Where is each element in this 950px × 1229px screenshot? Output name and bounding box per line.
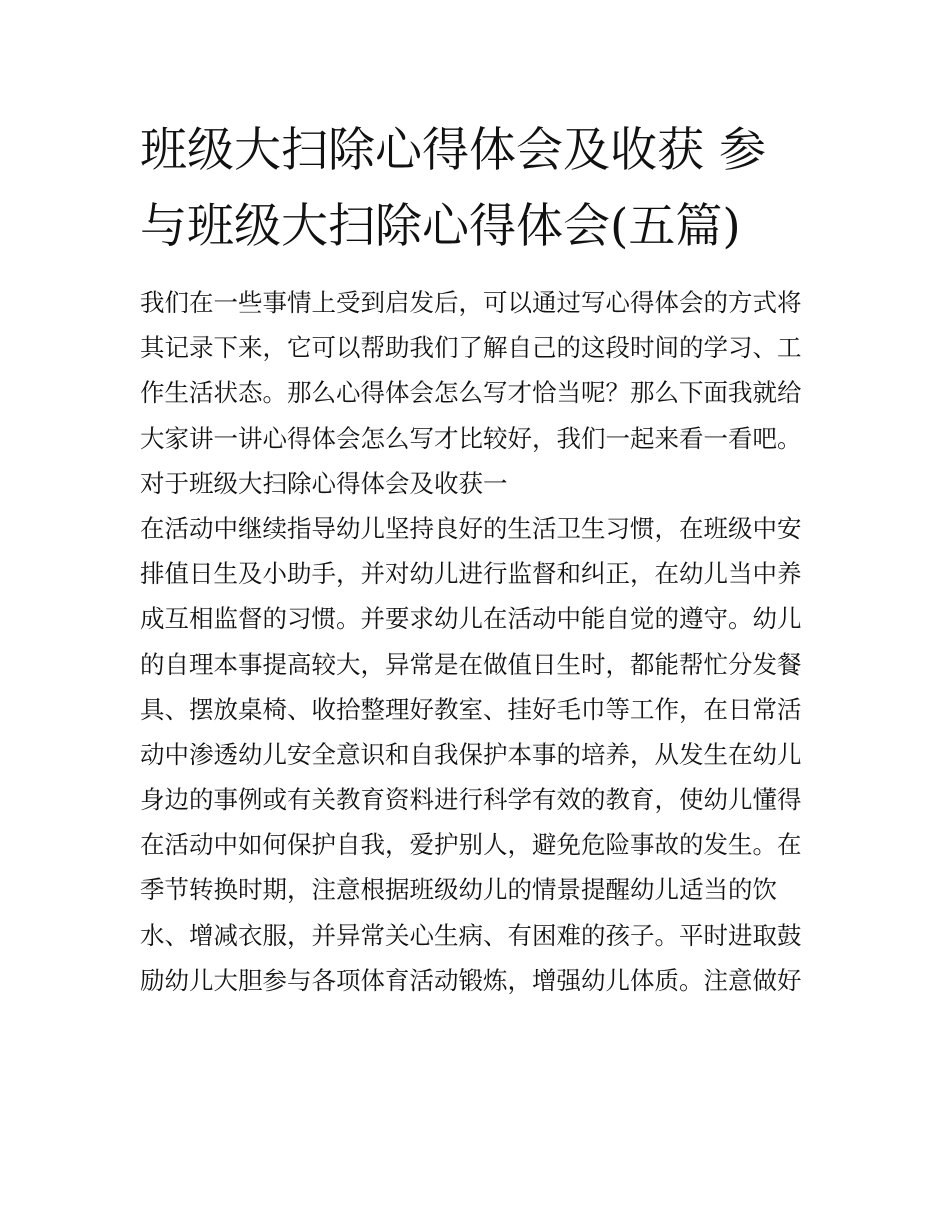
body-line: 水、增减衣服，并异常关心生病、有困难的孩子。平时进取鼓 xyxy=(140,920,802,950)
body-line: 动中渗透幼儿安全意识和自我保护本事的培养，从发生在幼儿 xyxy=(140,739,802,769)
body-line: 在活动中如何保护自我，爱护别人，避免危险事故的发生。在 xyxy=(140,830,802,860)
document-body xyxy=(140,280,820,1003)
body-line: 其记录下来，它可以帮助我们了解自己的这段时间的学习、工 xyxy=(140,333,802,363)
body-line: 励幼儿大胆参与各项体育活动锻炼，增强幼儿体质。注意做好 xyxy=(140,965,802,995)
body-line: 身边的事例或有关教育资料进行科学有效的教育，使幼儿懂得 xyxy=(140,785,802,815)
section-heading: 对于班级大扫除心得体会及收获一 xyxy=(140,468,508,498)
title-line: 班级大扫除心得体会及收获 参 xyxy=(140,123,766,178)
body-line: 成互相监督的习惯。并要求幼儿在活动中能自觉的遵守。幼儿 xyxy=(140,604,802,634)
body-line: 作生活状态。那么心得体会怎么写才恰当呢？那么下面我就给 xyxy=(140,378,802,408)
body-line: 的自理本事提高较大，异常是在做值日生时，都能帮忙分发餐 xyxy=(140,649,802,679)
body-line: 我们在一些事情上受到启发后，可以通过写心得体会的方式将 xyxy=(140,288,802,317)
document-title xyxy=(140,113,820,265)
body-line: 在活动中继续指导幼儿坚持良好的生活卫生习惯，在班级中安 xyxy=(140,513,802,543)
body-line: 大家讲一讲心得体会怎么写才比较好，我们一起来看一看吧。 xyxy=(140,423,802,453)
body-line: 具、摆放桌椅、收拾整理好教室、挂好毛巾等工作，在日常活 xyxy=(140,694,802,724)
body-line: 季节转换时期，注意根据班级幼儿的情景提醒幼儿适当的饮 xyxy=(140,875,777,905)
title-line: 与班级大扫除心得体会(五篇) xyxy=(140,199,741,254)
body-line: 排值日生及小助手，并对幼儿进行监督和纠正，在幼儿当中养 xyxy=(140,559,802,589)
